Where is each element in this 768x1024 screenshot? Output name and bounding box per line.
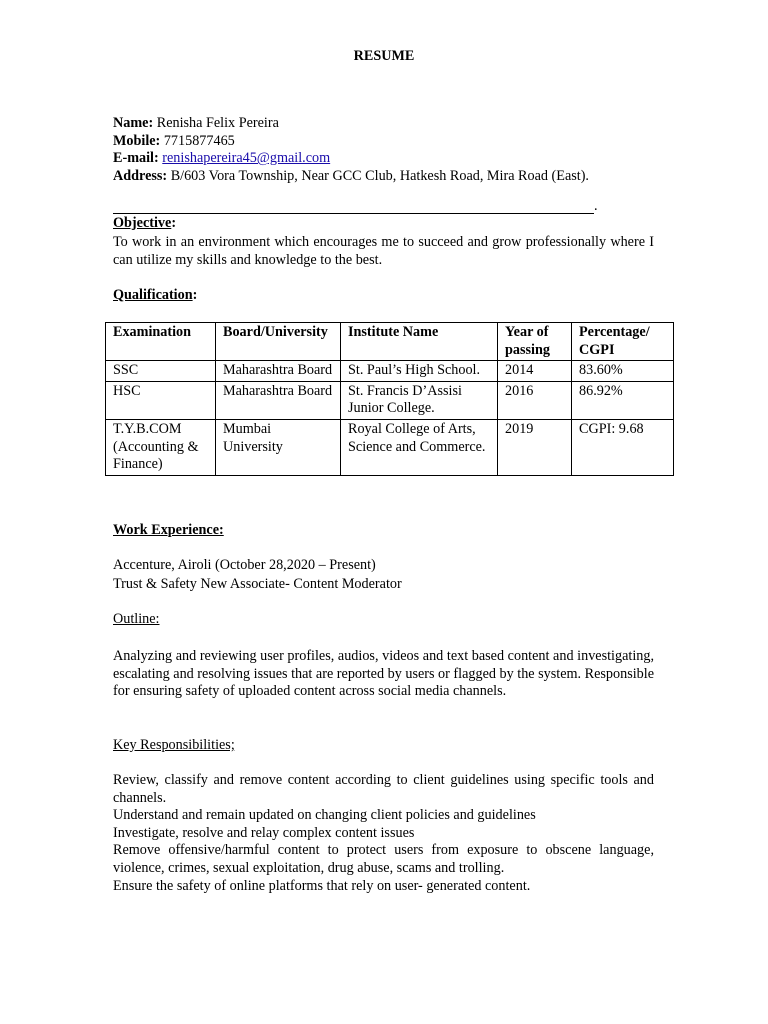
table-cell: SSC — [106, 361, 216, 382]
table-cell: Royal College of Arts, Science and Commerce. — [341, 419, 498, 475]
divider-line — [113, 213, 594, 214]
column-header-board: Board/University — [216, 323, 341, 361]
table-cell: 2014 — [498, 361, 572, 382]
objective-text: To work in an environment which encourages me to succeed and grow professionally where I can utilize my skills and knowledge to the best. — [113, 234, 654, 268]
outline-heading: Outline: — [113, 611, 160, 627]
table-cell: 2016 — [498, 381, 572, 419]
key-responsibilities-heading: Key Responsibilities; — [113, 737, 235, 753]
table-cell: St. Paul’s High School. — [341, 361, 498, 382]
qualification-heading-text: Qualification — [113, 287, 193, 303]
table-cell: T.Y.B.COM (Accounting & Finance) — [106, 419, 216, 475]
table-cell: 2019 — [498, 419, 572, 475]
table-cell: Maharashtra Board — [216, 381, 341, 419]
table-header-row — [106, 323, 674, 361]
responsibility-item: Review, classify and remove content according to client guidelines using specific tools and channels. — [113, 772, 654, 806]
name-line — [113, 115, 673, 133]
responsibility-item: Remove offensive/harmful content to protect users from exposure to obscene language, violence, crimes, sexual exploitation, drug abuse, scams and trolling. — [113, 842, 654, 876]
address-value: B/603 Vora Township, Near GCC Club, Hatkesh Road, Mira Road (East). — [170, 167, 589, 184]
objective-heading-colon: : — [171, 215, 177, 231]
column-header-percentage: Percentage/ CGPI — [572, 323, 674, 361]
role-line: Trust & Safety New Associate- Content Moderator — [113, 576, 402, 592]
email-label: E-mail: — [113, 150, 159, 167]
responsibility-item: Ensure the safety of online platforms that rely on user- generated content. — [113, 877, 531, 894]
table-row — [106, 419, 674, 475]
table-cell: 83.60% — [572, 361, 674, 382]
objective-heading-text: Objective — [113, 215, 172, 231]
table-cell: Mumbai University — [216, 419, 341, 475]
divider-dot: . — [594, 198, 598, 214]
objective-heading — [113, 215, 176, 233]
address-label: Address: — [113, 167, 168, 184]
mobile-line — [113, 133, 673, 151]
table-cell: Maharashtra Board — [216, 361, 341, 382]
responsibility-item: Understand and remain updated on changing client policies and guidelines — [113, 807, 536, 824]
qualification-heading — [113, 287, 197, 305]
contact-block — [113, 115, 673, 185]
address-line — [113, 168, 673, 186]
table-cell: St. Francis D’Assisi Junior College. — [341, 381, 498, 419]
responsibility-item: Investigate, resolve and relay complex content issues — [113, 824, 415, 841]
table-cell: HSC — [106, 381, 216, 419]
document-title: RESUME — [353, 48, 415, 64]
responsibilities-list — [113, 772, 654, 895]
company-line: Accenture, Airoli (October 28,2020 – Present) — [113, 557, 376, 573]
column-header-examination: Examination — [106, 323, 216, 361]
qualification-table — [105, 322, 674, 476]
qualification-heading-colon: : — [192, 287, 198, 303]
email-link[interactable]: renishapereira45@gmail.com — [162, 150, 331, 167]
column-header-institute: Institute Name — [341, 323, 498, 361]
name-label: Name: — [113, 115, 154, 131]
work-experience-heading-text: Work Experience: — [113, 522, 224, 538]
email-line — [113, 150, 673, 168]
work-experience-heading — [113, 522, 224, 540]
column-header-year: Year of passing — [498, 323, 572, 361]
name-value: Renisha Felix Pereira — [156, 115, 279, 131]
table-row — [106, 361, 674, 382]
table-cell: 86.92% — [572, 381, 674, 419]
table-cell: CGPI: 9.68 — [572, 419, 674, 475]
table-row — [106, 381, 674, 419]
outline-text: Analyzing and reviewing user profiles, audios, videos and text based content and investigating, escalating and resolving issues that are reported by users or flagged by the system. Responsible for ensuring safety of uploaded content across social media channels. — [113, 648, 654, 700]
mobile-value: 7715877465 — [163, 132, 235, 149]
mobile-label: Mobile: — [113, 132, 161, 149]
